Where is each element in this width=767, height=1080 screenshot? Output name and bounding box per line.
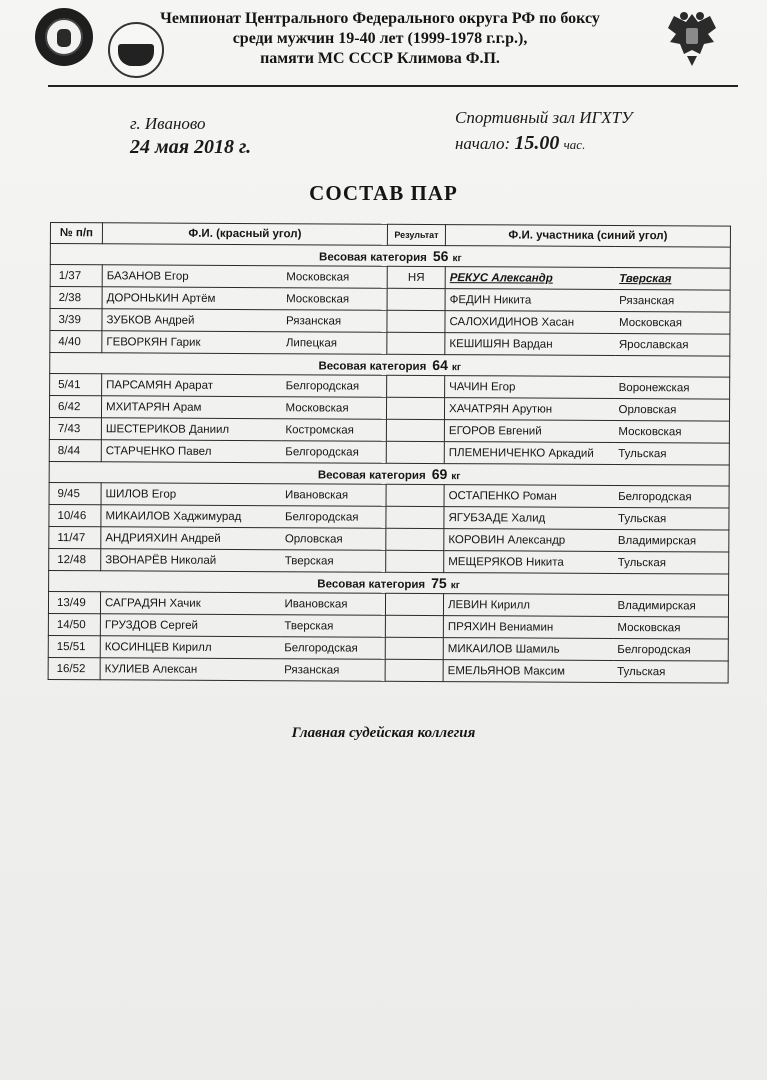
red-corner-name: ЗВОНАРЁВ Николай <box>101 549 281 572</box>
blue-corner-name: ЧАЧИН Егор <box>445 376 615 399</box>
pair-number: 16/52 <box>48 657 100 679</box>
blue-corner-region: Владимирская <box>613 594 728 617</box>
result-cell <box>387 310 445 332</box>
blue-corner-name: КОРОВИН Александр <box>444 529 614 552</box>
event-venue: Спортивный зал ИГХТУ <box>455 108 633 127</box>
red-corner-region: Белгородская <box>281 506 386 529</box>
red-corner-name: МХИТАРЯН Арам <box>101 396 281 419</box>
blue-corner-name: ЕМЕЛЬЯНОВ Максим <box>443 660 613 683</box>
blue-corner-region: Тульская <box>613 660 728 683</box>
blue-corner-region: Воронежская <box>615 376 730 399</box>
red-corner-region: Тверская <box>281 550 386 573</box>
blue-corner-name: КЕШИШЯН Вардан <box>445 333 615 356</box>
blue-corner-name: РЕКУС Александр <box>445 267 615 290</box>
russian-eagle-emblem <box>660 8 724 70</box>
category-weight: 56 <box>432 248 449 265</box>
start-label: начало: <box>455 134 511 153</box>
table-row <box>48 657 728 683</box>
result-cell <box>385 593 443 615</box>
start-time: 15.00 <box>514 132 560 154</box>
pair-number: 6/42 <box>49 396 101 418</box>
result-cell <box>385 637 443 659</box>
red-corner-region: Рязанская <box>282 310 387 333</box>
result-cell <box>386 484 444 506</box>
blue-corner-region: Московская <box>615 311 730 334</box>
red-corner-name: ДОРОНЬКИН Артём <box>102 287 282 310</box>
red-corner-region: Белгородская <box>280 637 385 660</box>
red-corner-name: ШЕСТЕРИКОВ Даниил <box>101 418 281 441</box>
red-corner-name: БАЗАНОВ Егор <box>102 265 282 288</box>
result-cell <box>386 441 444 463</box>
category-label: Весовая категория <box>318 360 427 373</box>
category-weight: 64 <box>432 357 448 374</box>
result-cell <box>386 397 444 419</box>
blue-corner-region: Белгородская <box>613 638 728 661</box>
result-cell <box>386 550 444 572</box>
category-unit: кг <box>451 362 462 374</box>
start-unit: час. <box>563 137 586 152</box>
blue-corner-region: Ярославская <box>615 333 730 356</box>
blue-corner-region: Московская <box>613 616 728 639</box>
blue-corner-region: Тульская <box>614 442 729 465</box>
result-cell <box>385 659 443 681</box>
blue-corner-region: Орловская <box>614 398 729 421</box>
red-corner-region: Орловская <box>281 528 386 551</box>
blue-corner-region: Владимирская <box>614 529 729 552</box>
blue-corner-region: Тульская <box>614 551 729 574</box>
red-corner-region: Тверская <box>280 615 385 638</box>
event-date: 24 мая 2018 г. <box>130 136 252 158</box>
header-num: № п/п <box>50 223 102 244</box>
red-corner-region: Рязанская <box>280 659 385 682</box>
footer-signature: Главная судейская коллегия <box>291 725 476 741</box>
red-corner-name: ГЕВОРКЯН Гарик <box>102 331 282 354</box>
blue-corner-name: САЛОХИДИНОВ Хасан <box>445 311 615 334</box>
result-cell <box>387 375 445 397</box>
pair-number: 11/47 <box>49 526 101 548</box>
pairs-table <box>48 222 731 684</box>
category-unit: кг <box>451 471 461 483</box>
pair-number: 14/50 <box>48 613 100 635</box>
red-corner-region: Ивановская <box>280 593 385 616</box>
event-city: г. Иваново <box>130 114 206 133</box>
red-corner-region: Липецкая <box>282 332 387 355</box>
blue-corner-region: Рязанская <box>615 289 730 312</box>
red-corner-name: СТАРЧЕНКО Павел <box>101 440 281 463</box>
red-corner-name: ПАРСАМЯН Арарат <box>102 374 282 397</box>
blue-corner-name: ПРЯХИН Вениамин <box>443 616 613 639</box>
result-cell <box>385 615 443 637</box>
blue-corner-region: Тверская <box>615 267 730 290</box>
blue-corner-name: ХАЧАТРЯН Арутюн <box>444 398 614 421</box>
red-corner-region: Костромская <box>281 419 386 442</box>
blue-corner-name: МИКАИЛОВ Шамиль <box>443 638 613 661</box>
blue-corner-name: ФЕДИН Никита <box>445 289 615 312</box>
pair-number: 9/45 <box>49 482 101 504</box>
pair-number: 10/46 <box>49 504 101 526</box>
header-line-1: Чемпионат Центрального Федерального округа РФ по боксу <box>160 10 600 27</box>
blue-corner-name: ПЛЕМЕНИЧЕНКО Аркадий <box>444 442 614 465</box>
red-corner-region: Московская <box>282 288 387 311</box>
red-corner-name: ШИЛОВ Егор <box>101 483 281 506</box>
result-cell: НЯ <box>387 266 445 288</box>
pair-number: 4/40 <box>50 331 102 353</box>
blue-corner-region: Тульская <box>614 507 729 530</box>
pair-number: 15/51 <box>48 635 100 657</box>
category-weight: 75 <box>431 575 447 592</box>
header-divider <box>48 85 738 87</box>
boxing-federation-logo <box>35 8 93 66</box>
category-unit: кг <box>452 253 462 265</box>
page-title: СОСТАВ ПАР <box>309 181 458 205</box>
pair-number: 5/41 <box>50 374 102 396</box>
red-corner-name: КОСИНЦЕВ Кирилл <box>100 636 280 659</box>
result-cell <box>386 528 444 550</box>
result-cell <box>386 419 444 441</box>
result-cell <box>387 332 445 354</box>
red-corner-name: ГРУЗДОВ Сергей <box>100 614 280 637</box>
category-weight: 69 <box>431 466 448 483</box>
red-corner-region: Московская <box>281 397 386 420</box>
blue-corner-name: ЕГОРОВ Евгений <box>444 420 614 443</box>
event-start <box>455 132 585 155</box>
header-red-corner: Ф.И. (красный угол) <box>102 223 387 245</box>
category-label: Весовая категория <box>317 578 426 591</box>
blue-corner-region: Московская <box>614 420 729 443</box>
category-unit: кг <box>450 580 460 592</box>
red-corner-region: Московская <box>282 266 387 289</box>
result-cell <box>386 506 444 528</box>
pair-number: 13/49 <box>48 591 100 613</box>
pair-number: 12/48 <box>49 548 101 570</box>
category-label: Весовая категория <box>317 469 426 482</box>
red-corner-name: МИКАИЛОВ Хаджимурад <box>101 505 281 528</box>
red-corner-name: КУЛИЕВ Алексан <box>100 658 280 681</box>
pair-number: 2/38 <box>50 287 102 309</box>
header-blue-corner: Ф.И. участника (синий угол) <box>445 225 730 247</box>
blue-corner-name: МЕЩЕРЯКОВ Никита <box>444 551 614 574</box>
header-result: Результат <box>387 224 445 245</box>
red-corner-region: Белгородская <box>281 441 386 464</box>
red-corner-name: САГРАДЯН Хачик <box>100 592 280 615</box>
category-label: Весовая категория <box>319 251 427 264</box>
header-line-3: памяти МС СССР Климова Ф.П. <box>260 50 500 67</box>
blue-corner-region: Белгородская <box>614 485 729 508</box>
blue-corner-name: ЯГУБЗАДЕ Халид <box>444 507 614 530</box>
pair-number: 7/43 <box>49 417 101 439</box>
result-cell <box>387 288 445 310</box>
blue-corner-name: ОСТАПЕНКО Роман <box>444 485 614 508</box>
pair-number: 3/39 <box>50 309 102 331</box>
pair-number: 1/37 <box>50 265 102 287</box>
red-corner-name: ЗУБКОВ Андрей <box>102 309 282 332</box>
red-corner-name: АНДРИЯХИН Андрей <box>101 527 281 550</box>
red-corner-region: Ивановская <box>281 484 386 507</box>
red-corner-region: Белгородская <box>282 375 387 398</box>
blue-corner-name: ЛЕВИН Кирилл <box>443 594 613 617</box>
header-line-2: среди мужчин 19-40 лет (1999-1978 г.г.р.), <box>232 30 528 47</box>
pair-number: 8/44 <box>49 439 101 461</box>
